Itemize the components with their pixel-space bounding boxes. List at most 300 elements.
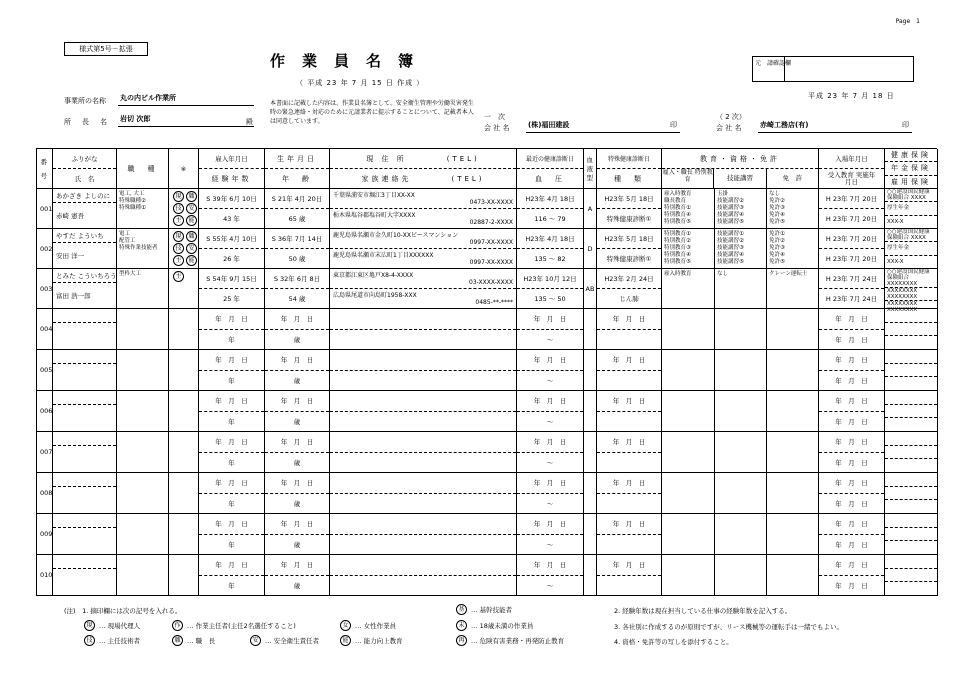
blood-type[interactable]: A bbox=[587, 204, 593, 213]
record-special-checkup-top[interactable]: H23年 5月 18日 bbox=[604, 235, 654, 243]
family-contact[interactable] bbox=[330, 575, 516, 596]
record-hire-top[interactable]: S 55年 4月 10日 bbox=[206, 235, 257, 243]
legend-text: … 基幹技能者 bbox=[471, 606, 513, 614]
record-entry-top[interactable]: H 23年 7月 20日 bbox=[825, 195, 878, 203]
record-name bbox=[53, 473, 117, 514]
employment-insurance[interactable] bbox=[885, 458, 937, 472]
record-hire-top[interactable]: 年 月 日 bbox=[215, 561, 248, 570]
record-entry-top[interactable]: H 23年 7月 20日 bbox=[825, 235, 878, 243]
record-skill bbox=[715, 229, 767, 269]
record-birth-bottom[interactable]: 歳 bbox=[265, 411, 329, 432]
record-name-top[interactable]: とみた こういちろう bbox=[53, 269, 116, 283]
job-list[interactable] bbox=[117, 555, 168, 559]
report-date: 平成 23 年 7 月 18 日 bbox=[808, 92, 895, 100]
record-birth-bottom[interactable]: 54 歳 bbox=[265, 288, 329, 308]
mark-list[interactable] bbox=[169, 309, 198, 313]
record-special-checkup-bottom[interactable]: 特殊健康診断① bbox=[597, 248, 661, 268]
record-hire-bottom[interactable]: 年 bbox=[199, 411, 264, 432]
record-name-bottom[interactable] bbox=[53, 446, 116, 472]
pension[interactable]: XXXXXXXX XXXXXXXX bbox=[885, 287, 937, 300]
record-hire-bottom[interactable]: 年 bbox=[199, 575, 264, 596]
record-insurance bbox=[885, 229, 938, 269]
record-checkup bbox=[517, 189, 584, 229]
legend-text: … 主任技術者 bbox=[99, 637, 141, 645]
record-name-top[interactable] bbox=[53, 473, 116, 487]
edu-special-item: 特別教育④ bbox=[664, 212, 691, 218]
mark-list[interactable] bbox=[169, 391, 198, 395]
edu-special-list[interactable] bbox=[662, 350, 714, 354]
blood-type[interactable]: D bbox=[587, 244, 593, 253]
record-birth-top[interactable]: 年 月 日 bbox=[280, 315, 314, 324]
pension[interactable] bbox=[885, 322, 937, 336]
health-insurance[interactable] bbox=[885, 473, 937, 486]
family-contact[interactable] bbox=[330, 248, 516, 268]
health-insurance[interactable]: ○○建設国民健康保険組合 XXXX bbox=[887, 189, 930, 202]
record-special-checkup bbox=[597, 309, 662, 350]
blood-type[interactable] bbox=[584, 432, 596, 472]
record-birth-top[interactable]: 年 月 日 bbox=[280, 520, 314, 529]
employment-insurance[interactable]: XXX-X bbox=[885, 215, 937, 228]
job-list[interactable] bbox=[117, 514, 168, 518]
record-entry-bottom[interactable]: 年 月 日 bbox=[819, 411, 884, 432]
job-item: 型枠大工 bbox=[119, 271, 142, 277]
record-entry-bottom[interactable]: 年 月 日 bbox=[819, 452, 884, 473]
record-entry-top[interactable]: 年 月 日 bbox=[835, 356, 868, 365]
skill-item: 技能講習① bbox=[717, 231, 744, 237]
record-checkup-top[interactable]: 年 月 日 bbox=[533, 397, 567, 406]
license-list[interactable] bbox=[767, 473, 818, 477]
record-checkup-top[interactable]: H23年 4月 18日 bbox=[525, 235, 575, 243]
record-special-checkup-bottom[interactable] bbox=[597, 575, 661, 596]
employment-insurance[interactable] bbox=[885, 499, 937, 513]
license-list[interactable] bbox=[767, 391, 818, 395]
current-address[interactable] bbox=[330, 432, 516, 452]
role-mark-icon: 能 bbox=[186, 215, 197, 226]
license-item: 免許② bbox=[769, 238, 785, 244]
record-checkup-top[interactable]: 年 月 日 bbox=[533, 438, 567, 447]
record-insurance bbox=[885, 514, 938, 555]
license-list[interactable] bbox=[767, 189, 818, 228]
record-skill bbox=[715, 309, 767, 350]
record-hire-bottom[interactable]: 年 bbox=[199, 493, 264, 514]
mark-list[interactable] bbox=[169, 350, 198, 354]
skill-list[interactable] bbox=[715, 514, 766, 518]
license-list[interactable] bbox=[767, 229, 818, 268]
record-entry-bottom[interactable]: 年 月 日 bbox=[819, 575, 884, 596]
pension[interactable] bbox=[885, 404, 937, 418]
record-entry-bottom[interactable]: 年 月 日 bbox=[819, 329, 884, 350]
record-skill bbox=[715, 189, 767, 229]
record-number: 008 bbox=[40, 489, 53, 497]
record-checkup-bottom[interactable]: ～ bbox=[517, 411, 583, 432]
mark-list[interactable] bbox=[169, 473, 198, 477]
skill-list[interactable] bbox=[715, 269, 766, 280]
role-mark-icon: 技 bbox=[173, 203, 184, 214]
record-birth-top[interactable]: 年 月 日 bbox=[280, 397, 314, 406]
record-birth-bottom[interactable]: 歳 bbox=[265, 493, 329, 514]
family-contact[interactable] bbox=[330, 208, 516, 228]
license-list[interactable] bbox=[767, 555, 818, 559]
record-special-checkup-bottom[interactable] bbox=[597, 452, 661, 473]
skill-item: 技能講習⑤ bbox=[717, 219, 744, 225]
edu-special-list[interactable] bbox=[662, 514, 714, 518]
record-hire-top[interactable]: 年 月 日 bbox=[215, 356, 248, 365]
record-name-bottom[interactable] bbox=[53, 364, 116, 390]
record-name-top[interactable] bbox=[53, 555, 116, 569]
blood-type[interactable] bbox=[584, 350, 596, 390]
edu-special-list[interactable] bbox=[662, 391, 714, 395]
secondary-label: 会 社 名 bbox=[716, 124, 742, 132]
record-name-top[interactable]: やすだ よういち bbox=[53, 229, 116, 243]
health-insurance[interactable]: ○○建設国民健康保険組合 XXXXXXXX bbox=[887, 269, 930, 287]
job-list[interactable] bbox=[117, 350, 168, 354]
record-birth-bottom[interactable]: 50 歳 bbox=[265, 248, 329, 268]
blood-type[interactable] bbox=[584, 473, 596, 513]
record-name-bottom[interactable] bbox=[53, 528, 116, 554]
edu-special-list[interactable] bbox=[662, 229, 714, 268]
job-list[interactable] bbox=[117, 189, 168, 214]
chief-suffix: 殿 bbox=[246, 118, 253, 126]
record-license bbox=[767, 555, 819, 596]
record-birth-top[interactable]: S 32年 6月 8日 bbox=[273, 275, 321, 283]
record-birth-bottom[interactable]: 歳 bbox=[265, 370, 329, 391]
health-insurance[interactable] bbox=[885, 555, 937, 568]
blood-type[interactable] bbox=[584, 391, 596, 431]
record-checkup-bottom[interactable]: 135 ～ 82 bbox=[517, 248, 583, 268]
skill-list[interactable] bbox=[715, 555, 766, 559]
record-special-checkup-top[interactable]: H23年 2月 24日 bbox=[604, 275, 654, 283]
legend-text: … 現場代理人 bbox=[99, 622, 141, 630]
record-hire-top[interactable]: 年 月 日 bbox=[215, 315, 248, 324]
record-edu-special bbox=[662, 269, 715, 309]
record-checkup-top[interactable]: H23年 10月 12日 bbox=[523, 275, 577, 283]
job-list[interactable] bbox=[117, 309, 168, 313]
family-contact[interactable] bbox=[330, 288, 516, 308]
mark-list[interactable] bbox=[169, 432, 198, 436]
current-address[interactable] bbox=[330, 269, 516, 288]
record-entry-top[interactable]: 年 月 日 bbox=[835, 561, 868, 570]
pension[interactable] bbox=[885, 486, 937, 500]
page-number: Page 1 bbox=[895, 18, 920, 25]
record-special-checkup-top[interactable]: 年 月 日 bbox=[612, 397, 646, 406]
record-address bbox=[330, 555, 517, 596]
license-list[interactable] bbox=[767, 350, 818, 354]
record-hire-top[interactable]: 年 月 日 bbox=[215, 479, 248, 488]
record-birth-top[interactable]: 年 月 日 bbox=[280, 561, 314, 570]
mark-list[interactable] bbox=[169, 189, 198, 228]
record-birth-top[interactable]: S 21年 4月 20日 bbox=[271, 195, 323, 203]
record-checkup-bottom[interactable]: 135 ～ 50 bbox=[517, 288, 583, 308]
record-job bbox=[117, 473, 169, 514]
record-marks bbox=[169, 391, 199, 432]
record-special-checkup-bottom[interactable] bbox=[597, 493, 661, 514]
record-name-bottom[interactable]: 富田 浩一郎 bbox=[56, 292, 91, 300]
record-checkup-top[interactable]: 年 月 日 bbox=[533, 479, 567, 488]
note-heading: (注) 1. 摘印欄には次の記号を入れる。 bbox=[64, 607, 182, 615]
pension[interactable]: 厚生年金 bbox=[885, 201, 937, 214]
family-contact[interactable] bbox=[330, 370, 516, 391]
record-skill bbox=[715, 269, 767, 309]
record-special-checkup-bottom[interactable] bbox=[597, 411, 661, 432]
record-special-checkup-top[interactable]: 年 月 日 bbox=[612, 438, 646, 447]
record-marks bbox=[169, 269, 199, 309]
record-special-checkup-bottom[interactable] bbox=[597, 329, 661, 350]
employment-insurance[interactable]: XXXXXXXX XXXXXXXX bbox=[885, 300, 937, 313]
health-insurance[interactable] bbox=[885, 432, 937, 445]
mark-list[interactable] bbox=[169, 269, 198, 284]
record-hire-top[interactable]: 年 月 日 bbox=[215, 520, 248, 529]
license-list[interactable] bbox=[767, 432, 818, 436]
record-hire-bottom[interactable]: 43 年 bbox=[199, 208, 264, 228]
skill-list[interactable] bbox=[715, 432, 766, 436]
blood-type[interactable] bbox=[584, 309, 596, 349]
record-birth-top[interactable]: S 36年 7月 14日 bbox=[271, 235, 323, 243]
record-hire-bottom[interactable]: 26 年 bbox=[199, 248, 264, 268]
record-birth-bottom[interactable]: 歳 bbox=[265, 575, 329, 596]
current-address[interactable] bbox=[330, 555, 516, 575]
record-entry-bottom[interactable]: 年 月 日 bbox=[819, 493, 884, 514]
edu-special-list[interactable] bbox=[662, 555, 714, 559]
record-entry-bottom[interactable]: H 23年 7月 24日 bbox=[819, 288, 884, 308]
record-checkup-bottom[interactable]: ～ bbox=[517, 575, 583, 596]
record-name-top[interactable] bbox=[53, 432, 116, 446]
skill-list[interactable] bbox=[715, 350, 766, 354]
license-list[interactable] bbox=[767, 269, 818, 280]
license-list[interactable] bbox=[767, 309, 818, 313]
record-entry-top[interactable]: H 23年 7月 24日 bbox=[825, 275, 878, 283]
record-special-checkup-top[interactable]: 年 月 日 bbox=[612, 315, 646, 324]
current-address[interactable] bbox=[330, 514, 516, 534]
record-name-top[interactable] bbox=[53, 309, 116, 323]
pension[interactable] bbox=[885, 568, 937, 582]
edu-special-item: 特別教育④ bbox=[664, 252, 691, 258]
edu-special-list[interactable] bbox=[662, 189, 714, 228]
family-contact[interactable] bbox=[330, 411, 516, 432]
site-name[interactable]: 丸の内ビル作業所 bbox=[118, 93, 254, 106]
record-name-bottom[interactable]: 安田 洋一 bbox=[56, 252, 85, 260]
role-mark-icon: 安 bbox=[186, 243, 197, 254]
employment-insurance[interactable]: XXX-X bbox=[885, 255, 937, 268]
record-blood bbox=[584, 269, 597, 309]
record-birth-bottom[interactable]: 歳 bbox=[265, 452, 329, 473]
record-checkup-top[interactable]: 年 月 日 bbox=[533, 315, 567, 324]
record-special-checkup-top[interactable]: 年 月 日 bbox=[612, 356, 646, 365]
record-special-checkup bbox=[597, 555, 662, 596]
current-address[interactable] bbox=[330, 473, 516, 493]
employment-insurance[interactable] bbox=[885, 581, 937, 595]
record-special-checkup-bottom[interactable] bbox=[597, 534, 661, 555]
record-hire-top[interactable]: 年 月 日 bbox=[215, 397, 248, 406]
record-special-checkup-bottom[interactable] bbox=[597, 370, 661, 391]
health-insurance[interactable] bbox=[885, 350, 937, 363]
edu-special-list[interactable] bbox=[662, 432, 714, 436]
seal-icon: 印 bbox=[670, 121, 677, 129]
skill-list[interactable] bbox=[715, 229, 766, 268]
record-entry-bottom[interactable]: H 23年 7月 20日 bbox=[819, 208, 884, 228]
edu-special-item: 雇入時教育 bbox=[664, 191, 692, 197]
record-checkup-bottom[interactable]: ～ bbox=[517, 534, 583, 555]
record-marks bbox=[169, 432, 199, 473]
record-name-top[interactable] bbox=[53, 514, 116, 528]
record-checkup-top[interactable]: H23年 4月 18日 bbox=[525, 195, 575, 203]
health-insurance[interactable] bbox=[885, 514, 937, 527]
mark-list[interactable] bbox=[169, 514, 198, 518]
health-insurance[interactable]: ○○建設国民健康保険組合 XXXX bbox=[887, 229, 930, 242]
record-hire-top[interactable]: S 39年 6月 10日 bbox=[206, 195, 257, 203]
health-insurance[interactable] bbox=[885, 391, 937, 404]
record-special-checkup-top[interactable]: H23年 5月 18日 bbox=[604, 195, 654, 203]
record-name-bottom[interactable] bbox=[53, 405, 116, 431]
record-name-top[interactable] bbox=[53, 391, 116, 405]
mark-list[interactable] bbox=[169, 229, 198, 268]
record-birth-bottom[interactable]: 65 歳 bbox=[265, 208, 329, 228]
record-birth-bottom[interactable]: 歳 bbox=[265, 534, 329, 555]
record-checkup-top[interactable]: 年 月 日 bbox=[533, 561, 567, 570]
record-entry-top[interactable]: 年 月 日 bbox=[835, 315, 868, 324]
record-entry-bottom[interactable]: 年 月 日 bbox=[819, 370, 884, 391]
record-name-bottom[interactable]: 赤崎 憲吾 bbox=[56, 212, 85, 220]
skill-list[interactable] bbox=[715, 309, 766, 313]
header-no: 番号 bbox=[37, 149, 53, 189]
record-entry-bottom[interactable]: H 23年 7月 20日 bbox=[819, 248, 884, 268]
skill-list[interactable] bbox=[715, 189, 766, 228]
current-address[interactable] bbox=[330, 391, 516, 411]
role-mark-icon: 作 bbox=[172, 620, 183, 631]
record-checkup-bottom[interactable]: ～ bbox=[517, 493, 583, 514]
record-special-checkup-bottom[interactable]: 特殊健康診断① bbox=[597, 208, 661, 228]
record-special-checkup-bottom[interactable]: じん肺 bbox=[597, 288, 661, 308]
record-hire bbox=[199, 350, 265, 391]
edu-special-list[interactable] bbox=[662, 269, 714, 280]
record-name-bottom[interactable] bbox=[53, 323, 116, 349]
license-list[interactable] bbox=[767, 514, 818, 518]
license-item: 免許⑤ bbox=[769, 259, 785, 265]
job-list[interactable] bbox=[117, 269, 168, 280]
pension[interactable] bbox=[885, 527, 937, 541]
approval-label: 元 請確認欄 bbox=[753, 57, 785, 81]
employment-insurance[interactable] bbox=[885, 335, 937, 349]
record-birth-top[interactable]: 年 月 日 bbox=[280, 479, 314, 488]
legend-text: … 18歳未満の作業員 bbox=[471, 622, 534, 630]
form-number: 様式第5号－拡張 bbox=[64, 42, 148, 56]
edu-special-item: 特別教育② bbox=[664, 238, 691, 244]
record-skill bbox=[715, 391, 767, 432]
health-insurance[interactable] bbox=[885, 309, 937, 322]
record-name-top[interactable] bbox=[53, 350, 116, 364]
blood-type[interactable] bbox=[584, 514, 596, 554]
record-marks bbox=[169, 189, 199, 229]
record-entry-top[interactable]: 年 月 日 bbox=[835, 520, 868, 529]
skill-list[interactable] bbox=[715, 391, 766, 395]
edu-special-list[interactable] bbox=[662, 473, 714, 477]
record-special-checkup-top[interactable]: 年 月 日 bbox=[612, 479, 646, 488]
record-entry-top[interactable]: 年 月 日 bbox=[835, 479, 868, 488]
license-item: なし bbox=[769, 191, 781, 197]
chief-name[interactable]: 岩切 次郎 bbox=[118, 114, 254, 127]
header-special: 特殊健康診断日 種 類 bbox=[597, 149, 662, 189]
job-item: 配管工 bbox=[119, 238, 136, 244]
record-entry-top[interactable]: 年 月 日 bbox=[835, 438, 868, 447]
family-contact[interactable] bbox=[330, 329, 516, 350]
legend-item bbox=[250, 635, 319, 646]
record-marks bbox=[169, 555, 199, 596]
role-mark-icon: 主 bbox=[173, 215, 184, 226]
record-hire-bottom[interactable]: 25 年 bbox=[199, 288, 264, 308]
record-birth-bottom[interactable]: 歳 bbox=[265, 329, 329, 350]
record-checkup-top[interactable]: 年 月 日 bbox=[533, 520, 567, 529]
approval-field[interactable] bbox=[785, 57, 913, 81]
record-checkup-bottom[interactable]: ～ bbox=[517, 370, 583, 391]
job-list[interactable] bbox=[117, 229, 168, 254]
current-address[interactable] bbox=[330, 229, 516, 248]
record-hire-bottom[interactable]: 年 bbox=[199, 370, 264, 391]
record-special-checkup-top[interactable]: 年 月 日 bbox=[612, 561, 646, 570]
secondary-company[interactable]: 赤崎工務店(有) bbox=[758, 120, 912, 133]
edu-special-list[interactable] bbox=[662, 309, 714, 313]
pension[interactable] bbox=[885, 445, 937, 459]
current-address[interactable] bbox=[330, 350, 516, 370]
role-mark-icon: 女 bbox=[340, 620, 351, 631]
job-list[interactable] bbox=[117, 391, 168, 395]
employment-insurance[interactable] bbox=[885, 376, 937, 390]
role-mark-icon: 主 bbox=[173, 271, 184, 282]
record-hire-top[interactable]: 年 月 日 bbox=[215, 438, 248, 447]
record-checkup-bottom[interactable]: ～ bbox=[517, 452, 583, 473]
family-contact[interactable] bbox=[330, 534, 516, 555]
pension[interactable]: 厚生年金 bbox=[885, 241, 937, 254]
address-text: 東京都江東区亀戸X8-4-XXXX bbox=[333, 272, 414, 279]
current-address[interactable] bbox=[330, 309, 516, 329]
record-address bbox=[330, 309, 517, 350]
record-name-bottom[interactable] bbox=[53, 569, 116, 595]
role-mark-icon: 基 bbox=[456, 604, 467, 615]
skill-list[interactable] bbox=[715, 473, 766, 477]
pension[interactable] bbox=[885, 363, 937, 377]
record-birth-top[interactable]: 年 月 日 bbox=[280, 438, 314, 447]
record-special-checkup-top[interactable]: 年 月 日 bbox=[612, 520, 646, 529]
record-license bbox=[767, 473, 819, 514]
record-hire-bottom[interactable]: 年 bbox=[199, 452, 264, 473]
job-list[interactable] bbox=[117, 473, 168, 477]
legend-text: … 能力向上教育 bbox=[355, 637, 403, 645]
record-entry-bottom[interactable]: 年 月 日 bbox=[819, 534, 884, 555]
record-entry-top[interactable]: 年 月 日 bbox=[835, 397, 868, 406]
record-checkup-bottom[interactable]: 116 ～ 79 bbox=[517, 208, 583, 228]
record-checkup-top[interactable]: 年 月 日 bbox=[533, 356, 567, 365]
family-contact[interactable] bbox=[330, 493, 516, 514]
record-hire bbox=[199, 391, 265, 432]
record-special-checkup bbox=[597, 432, 662, 473]
mark-list[interactable] bbox=[169, 555, 198, 559]
record-name-bottom[interactable] bbox=[53, 487, 116, 513]
record-hire-bottom[interactable]: 年 bbox=[199, 329, 264, 350]
record-hire-top[interactable]: S 54年 9月 15日 bbox=[206, 275, 257, 283]
blood-type[interactable] bbox=[584, 555, 596, 595]
current-address[interactable] bbox=[330, 189, 516, 208]
job-list[interactable] bbox=[117, 432, 168, 436]
record-hire-bottom[interactable]: 年 bbox=[199, 534, 264, 555]
record-no bbox=[37, 269, 53, 309]
record-name-top[interactable]: あかざき よしのに bbox=[53, 189, 116, 203]
employment-insurance[interactable] bbox=[885, 540, 937, 554]
record-checkup-bottom[interactable]: ～ bbox=[517, 329, 583, 350]
employment-insurance[interactable] bbox=[885, 417, 937, 431]
record-checkup bbox=[517, 309, 584, 350]
record-birth-top[interactable]: 年 月 日 bbox=[280, 356, 314, 365]
family-contact[interactable] bbox=[330, 452, 516, 473]
blood-type[interactable]: AB bbox=[585, 284, 595, 293]
primary-company[interactable]: (株)福田建設 bbox=[526, 120, 680, 133]
